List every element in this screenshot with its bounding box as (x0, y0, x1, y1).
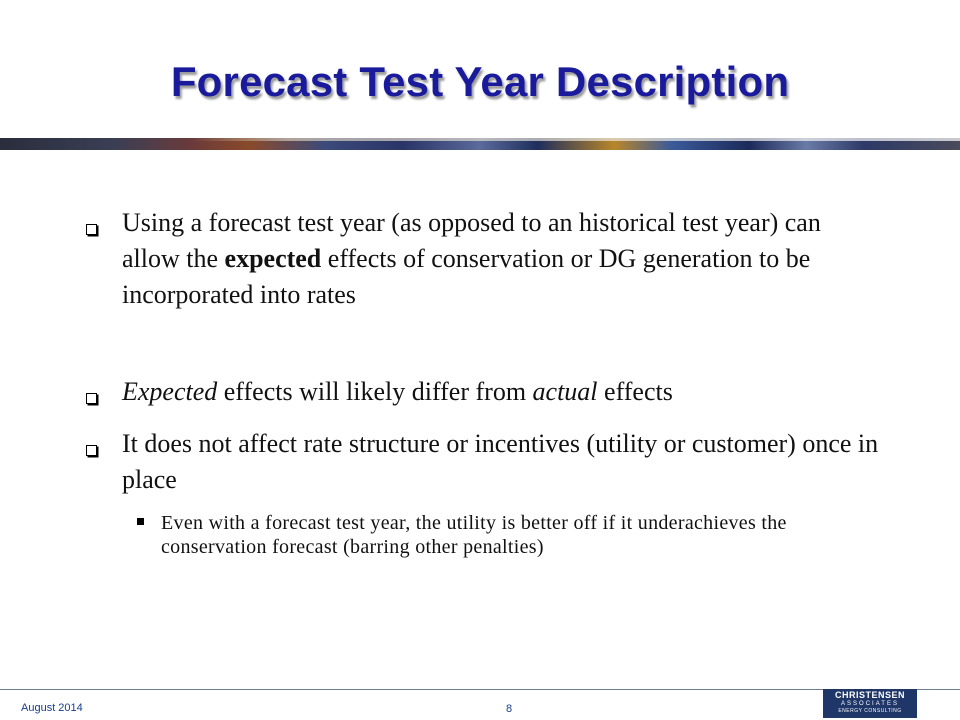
bullet-expected-effects (122, 374, 882, 410)
bullet-forecast-test-year (122, 205, 882, 313)
bullet-text: effects of conservation or DG generation to be incorporated into rates (122, 244, 811, 309)
footer-divider (0, 689, 960, 690)
logo-line-3: ENERGY CONSULTING (838, 708, 902, 714)
sub-bullet-underachieves (161, 511, 841, 559)
bullet-emphasis: actual (532, 377, 598, 406)
bullet-emphasis: Expected (122, 377, 218, 406)
slide-title: Forecast Test Year Description (170, 58, 790, 105)
checkbox-bullet-icon (86, 224, 97, 235)
square-bullet-icon (137, 518, 144, 525)
bullet-rate-structure (122, 426, 882, 498)
christensen-associates-logo (823, 689, 917, 718)
logo-line-1: CHRISTENSEN (834, 690, 905, 700)
sub-bullet-text: Even with a forecast test year, the utility is better off if it underachieves the conservation forecast (barring other penalties) (161, 512, 787, 558)
bullet-text: It does not affect rate structure or incentives (utility or customer) once in place (122, 429, 879, 494)
checkbox-bullet-icon (86, 445, 97, 456)
page-number: 8 (506, 703, 513, 715)
bullet-text: effects will likely differ from (217, 377, 533, 406)
logo-line-2: ASSOCIATES (841, 701, 899, 707)
checkbox-bullet-icon (86, 393, 97, 404)
bullet-text: Using a forecast test year (as opposed to an historical test year) can allow the (122, 208, 821, 273)
bullet-emphasis: expected (224, 244, 322, 273)
footer-date: August 2014 (21, 702, 83, 714)
header-banner-highlight (0, 138, 960, 141)
bullet-text: effects (597, 377, 673, 406)
